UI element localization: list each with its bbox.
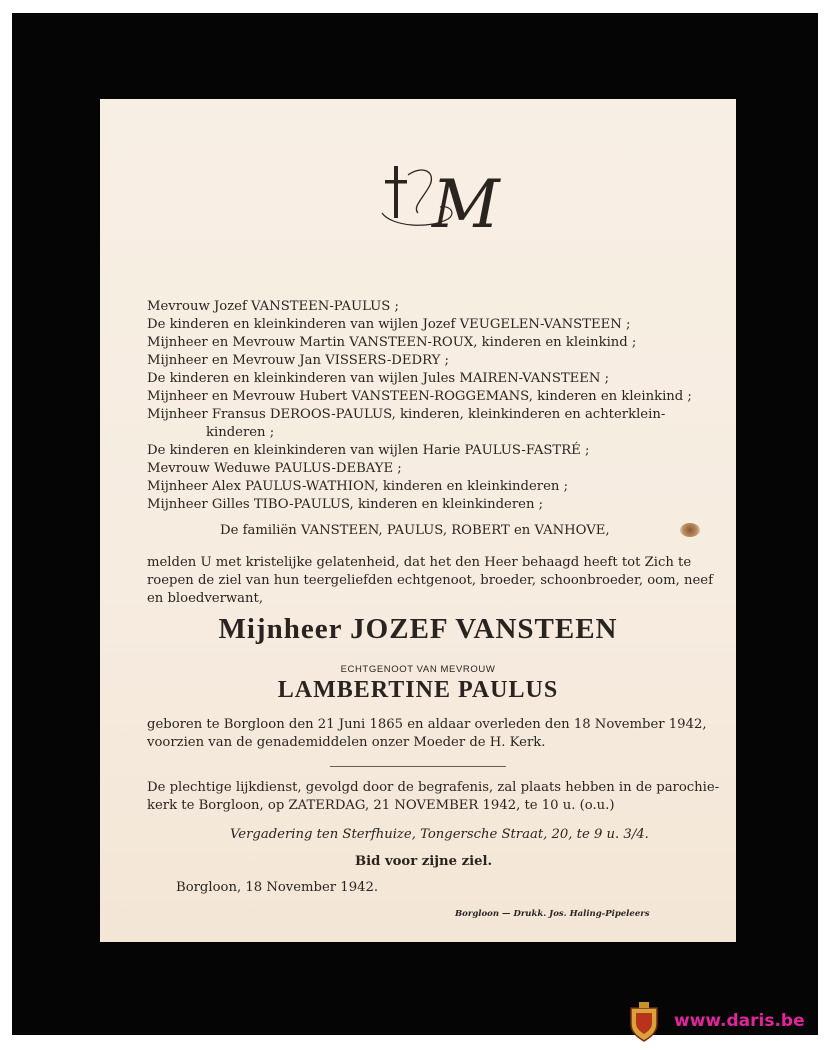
family-line: Mevrouw Weduwe PAULUS-DEBAYE ; <box>147 461 402 476</box>
place-date: Borgloon, 18 November 1942. <box>176 880 379 895</box>
family-line: De kinderen en kleinkinderen van wijlen Harie PAULUS-FASTRÉ ; <box>147 443 590 458</box>
announcement-line: roepen de ziel van hun teergeliefden echtgenoot, broeder, schoonbroeder, oom, neef <box>147 573 713 588</box>
deceased-name: Mijnheer JOZEF VANSTEEN <box>218 613 618 645</box>
family-line: Mijnheer Alex PAULUS-WATHION, kinderen en kleinkinderen ; <box>147 479 569 494</box>
birth-death-line: voorzien van de genademiddelen onzer Moeder de H. Kerk. <box>147 735 546 750</box>
watermark-text: www.daris.be <box>674 1011 805 1031</box>
divider <box>330 766 506 767</box>
announcement-line: melden U met kristelijke gelatenheid, dat het den Heer behaagd heeft tot Zich te <box>147 555 692 570</box>
memorial-card <box>100 99 736 942</box>
monogram-letter: M <box>432 166 500 243</box>
spouse-name: LAMBERTINE PAULUS <box>277 677 559 703</box>
paper-stain <box>680 523 700 537</box>
prayer-line: Bid voor zijne ziel. <box>355 854 493 869</box>
family-line: De kinderen en kleinkinderen van wijlen Jules MAIREN-VANSTEEN ; <box>147 371 610 386</box>
meeting-line: Vergadering ten Sterfhuize, Tongersche Straat, 20, te 9 u. 3/4. <box>230 827 649 842</box>
family-line: Mijnheer en Mevrouw Jan VISSERS-DEDRY ; <box>147 353 449 368</box>
family-line: Mijnheer Fransus DEROOS-PAULUS, kinderen, kleinkinderen en achterklein- <box>147 407 666 422</box>
cross-monogram-icon <box>352 161 502 251</box>
family-line: Mijnheer en Mevrouw Martin VANSTEEN-ROUX, kinderen en kleinkind ; <box>147 335 637 350</box>
family-line: Mijnheer en Mevrouw Hubert VANSTEEN-ROGGEMANS, kinderen en kleinkind ; <box>147 389 692 404</box>
family-line: Mevrouw Jozef VANSTEEN-PAULUS ; <box>147 299 399 314</box>
family-line: kinderen ; <box>206 425 275 440</box>
announcement-line: en bloedverwant, <box>147 591 264 606</box>
spouse-label: ECHTGENOOT VAN MEVROUW <box>340 664 496 675</box>
family-line: Mijnheer Gilles TIBO-PAULUS, kinderen en kleinkinderen ; <box>147 497 544 512</box>
coat-of-arms-icon <box>627 1000 661 1042</box>
families-line: De familiën VANSTEEN, PAULUS, ROBERT en VANHOVE, <box>220 523 610 538</box>
birth-death-line: geboren te Borgloon den 21 Juni 1865 en aldaar overleden den 18 November 1942, <box>147 717 707 732</box>
printer-line: Borgloon — Drukk. Jos. Haling-Pipeleers <box>455 909 650 919</box>
family-line: De kinderen en kleinkinderen van wijlen Jozef VEUGELEN-VANSTEEN ; <box>147 317 631 332</box>
funeral-line: kerk te Borgloon, op ZATERDAG, 21 NOVEMBER 1942, te 10 u. (o.u.) <box>147 798 615 813</box>
funeral-line: De plechtige lijkdienst, gevolgd door de begrafenis, zal plaats hebben in de parochie- <box>147 780 720 795</box>
